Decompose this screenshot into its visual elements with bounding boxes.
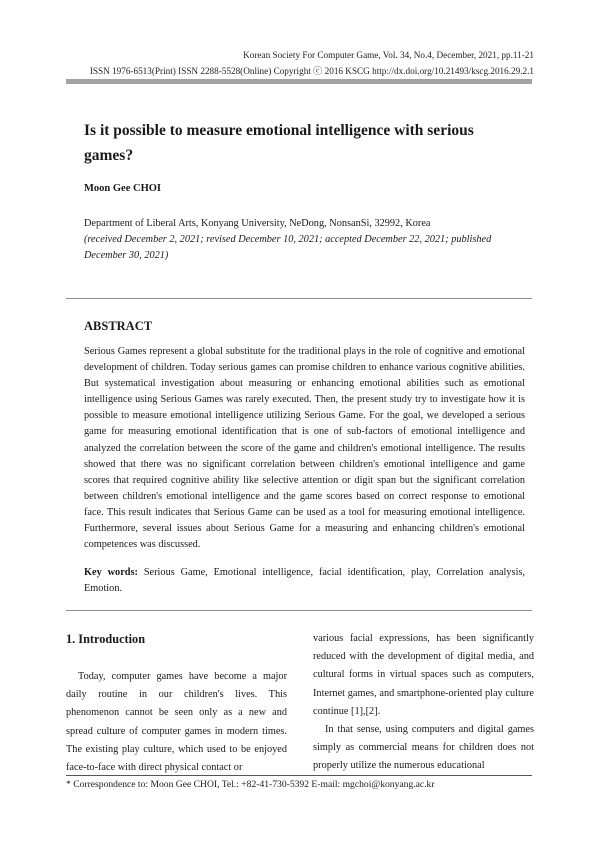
intro-paragraph: In that sense, using computers and digital games simply as commercial means for children does not properly utilize the numerous educational bbox=[313, 724, 534, 772]
journal-citation: Korean Society For Computer Game, Vol. 34, No.4, December, 2021, pp.11-21 bbox=[243, 50, 534, 60]
abstract-top-rule bbox=[66, 298, 532, 299]
affiliation-text: Department of Liberal Arts, Konyang University, NeDong, NonsanSi, 32992, Korea bbox=[84, 218, 431, 229]
section-heading-introduction: 1. Introduction bbox=[66, 632, 146, 646]
intro-right-column bbox=[313, 630, 534, 776]
correspondence-footnote: * Correspondence to: Moon Gee CHOI, Tel.: +82-41-730-5392 E-mail: mgchoi@konyang.ac.kr bbox=[66, 779, 435, 790]
keywords-list: Serious Game, Emotional intelligence, facial identification, play, Correlation analysis, Emotion. bbox=[84, 567, 526, 594]
header-rule bbox=[66, 79, 532, 84]
keywords-label: Key words: bbox=[84, 567, 138, 578]
paper-author: Moon Gee CHOI bbox=[84, 183, 161, 194]
author-affiliation bbox=[84, 216, 524, 264]
publication-dates: (received December 2, 2021; revised December 10, 2021; accepted December 22, 2021; published December 30, 2021) bbox=[84, 234, 492, 261]
paper-title: Is it possible to measure emotional intelligence with serious games? bbox=[84, 122, 474, 164]
intro-left-column: Today, computer games have become a major daily routine in our children's lives. This phenomenon cannot be seen only as a new and spread culture of computer games in modern times. The existing play culture, which used to be enjoyed face-to-face with direct physical contact or bbox=[66, 671, 287, 774]
abstract-bottom-rule bbox=[66, 610, 532, 611]
intro-paragraph: various facial expressions, has been significantly reduced with the development of digital media, and cultural forms in virtual spaces such as computers, Internet games, and smartphone-oriented play culture continue [1],[2]. bbox=[313, 633, 534, 717]
abstract-body: Serious Games represent a global substitute for the traditional plays in the role of cognitive and emotional development of children. Today serious games can promise children to enhance various cognitive abilities. But systematical investigation about measuring or enhancing emotional abilities such as emotional intelligence using Serious Games was rarely executed. Then, the present study try to investigate how it is possible to measure emotional intelligence utilizing Serious Game. For the goal, we developed a serious game for measuring emotional identification that is one of sub-factors of emotional intelligence and analyzed the correlation between the score of the game and children's emotional intelligence. The results showed that there was no significant correlation between children's emotional intelligence and game scores that required cognitive ability like selective attention or digit span but the significant correlation between children's emotional intelligence and the game scores based on correct response to emotional face. This result indicates that Serious Game can be used as a tool for measuring emotional intelligence. Furthermore, several issues about Serious Game for a measuring and enhancing children's emotional competences was discussed. bbox=[84, 346, 525, 551]
keywords bbox=[84, 565, 525, 597]
footnote-rule bbox=[66, 775, 532, 776]
journal-issn-doi: ISSN 1976-6513(Print) ISSN 2288-5528(Online) Copyright ⓒ 2016 KSCG http://dx.doi.org/10.21493/kscg.2016.29.2.1 bbox=[89, 66, 534, 76]
journal-header bbox=[90, 47, 534, 79]
abstract-heading: ABSTRACT bbox=[84, 319, 153, 333]
